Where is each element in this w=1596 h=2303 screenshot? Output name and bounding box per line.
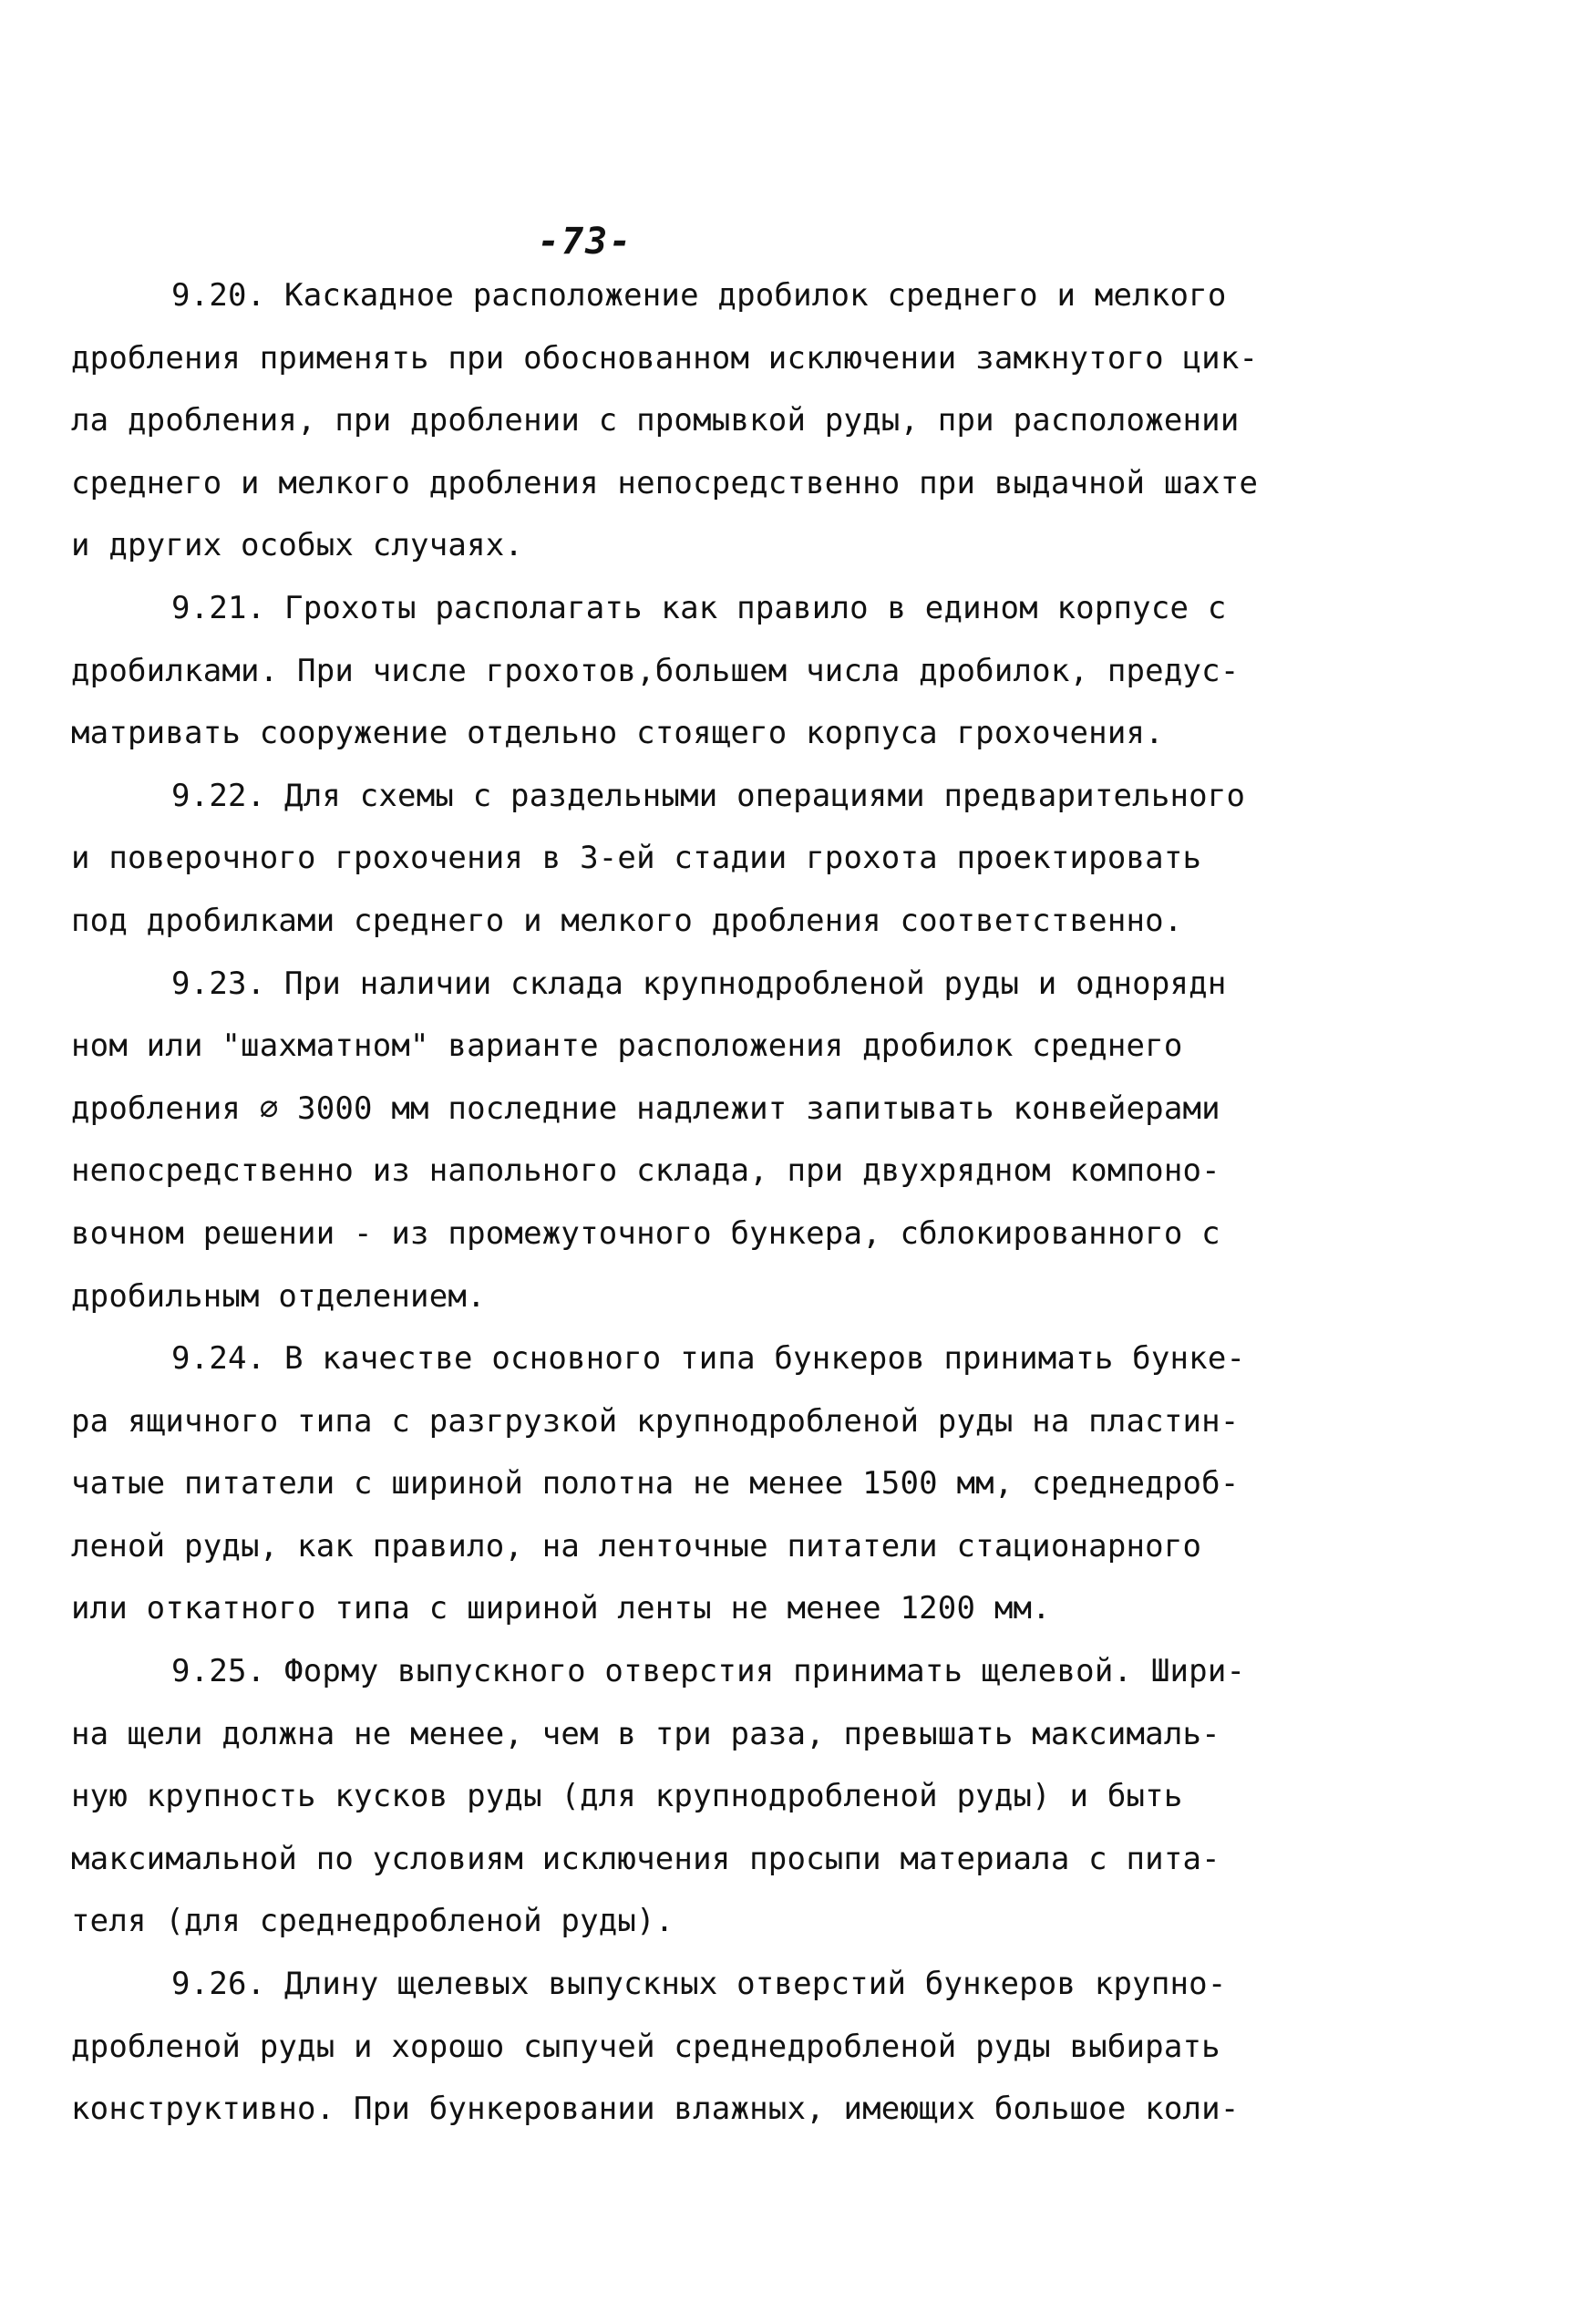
text-line: на щели должна не менее, чем в три раза, превышать максималь- xyxy=(71,1715,1220,1752)
text-line: максимальной по условиям исключения просыпи материала с пита- xyxy=(71,1840,1220,1877)
text-line: или откатного типа с шириной ленты не менее 1200 мм. xyxy=(71,1590,1051,1627)
text-line: среднего и мелкого дробления непосредственно при выдачной шахте xyxy=(71,464,1259,501)
text-line: конструктивно. При бункеровании влажных, имеющих большое коли- xyxy=(71,2091,1240,2128)
text-line: ла дробления, при дроблении с промывкой руды, при расположении xyxy=(71,402,1240,439)
text-line: ную крупность кусков руды (для крупнодробленой руды) и быть xyxy=(71,1778,1183,1815)
text-line: дробления применять при обоснованном исключении замкнутого цик- xyxy=(71,339,1259,377)
text-line: леной руды, как правило, на ленточные питатели стационарного xyxy=(71,1527,1202,1565)
text-line: дробилками. При числе грохотов,большем числа дробилок, предус- xyxy=(71,652,1240,689)
body-text xyxy=(71,264,1292,2141)
paragraph-first-line: 9.23. При наличии склада крупнодробленой руды и однорядн xyxy=(171,965,1227,1002)
text-line: ном или "шахматном" варианте расположения дробилок среднего xyxy=(71,1028,1183,1065)
text-line: под дробилками среднего и мелкого дробления соответственно. xyxy=(71,902,1183,939)
paragraph-first-line: 9.26. Длину щелевых выпускных отверстий бункеров крупно- xyxy=(171,1966,1227,2003)
text-line: матривать сооружение отдельно стоящего корпуса грохочения. xyxy=(71,715,1164,752)
text-line: ра ящичного типа с разгрузкой крупнодробленой руды на пластин- xyxy=(71,1402,1240,1440)
paragraph-first-line: 9.21. Грохоты располагать как правило в едином корпусе с xyxy=(171,589,1227,626)
page-number: -73- xyxy=(538,221,633,263)
text-line: и других особых случаях. xyxy=(71,527,524,564)
text-line: дробильным отделением. xyxy=(71,1277,486,1315)
paragraph-first-line: 9.22. Для схемы с раздельными операциями предварительного xyxy=(171,777,1246,814)
text-line: и поверочного грохочения в 3-ей стадии грохота проектировать xyxy=(71,840,1202,877)
text-line: теля (для среднедробленой руды). xyxy=(71,1903,674,1940)
text-line: непосредственно из напольного склада, при двухрядном компоно- xyxy=(71,1152,1220,1190)
paragraph-first-line: 9.20. Каскадное расположение дробилок среднего и мелкого xyxy=(171,277,1227,314)
paragraph-first-line: 9.25. Форму выпускного отверстия принимать щелевой. Шири- xyxy=(171,1653,1246,1690)
text-line: чатые питатели с шириной полотна не менее 1500 мм, среднедроб- xyxy=(71,1465,1240,1503)
text-line: дробленой руды и хорошо сыпучей среднедробленой руды выбирать xyxy=(71,2028,1220,2065)
text-line: вочном решении - из промежуточного бункера, сблокированного с xyxy=(71,1214,1220,1252)
text-line: дробления ∅ 3000 мм последние надлежит запитывать конвейерами xyxy=(71,1090,1220,1127)
paragraph-first-line: 9.24. В качестве основного типа бункеров принимать бунке- xyxy=(171,1340,1246,1378)
